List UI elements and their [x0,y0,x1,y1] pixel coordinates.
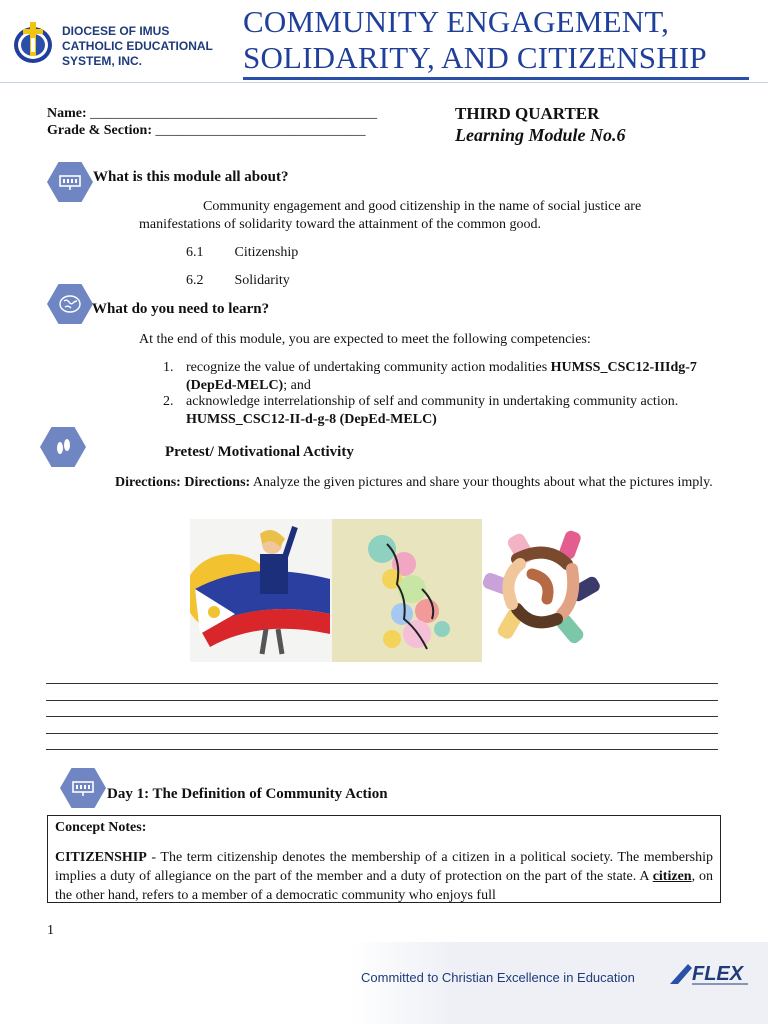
competency-code: HUMSS_CSC12-IIIdg-7 (DepEd-MELC) [186,360,697,393]
learn-intro: At the end of this module, you are expected to meet the following competencies: [139,332,591,347]
grade-blank[interactable]: ______________________________ [155,123,366,138]
name-blank[interactable]: _________________________________________ [90,106,378,121]
diocese-logo [12,20,54,66]
quarter-label: THIRD QUARTER [455,104,600,123]
philippine-map-collage [332,519,482,662]
competency-number: 2. [163,394,174,409]
title-line-2: SOLIDARITY, AND CITIZENSHIP [243,40,707,75]
competency-text: recognize the value of undertaking community action modalities [186,360,548,375]
footer-motto: Committed to Christian Excellence in Education [361,970,635,985]
flex-logo [668,958,752,988]
competency-text: acknowledge interrelationship of self and community in undertaking community action. [186,394,679,409]
document-title [243,4,707,76]
org-line-1: DIOCESE OF IMUS [62,24,170,38]
concept-notes-box [47,815,721,903]
title-line-1: COMMUNITY ENGAGEMENT, [243,4,670,39]
term-citizen: citizen [652,869,692,884]
directions-label: Directions: [184,475,251,490]
answer-line[interactable] [46,749,718,750]
outline-label: Citizenship [234,245,299,260]
organization-name [62,24,213,69]
name-label: Name: [47,106,87,121]
outline-number: 6.1 [186,245,204,260]
section-heading-learn: What do you need to learn? [92,301,270,317]
concept-notes-title: Concept Notes: [55,820,147,835]
header-rule [243,77,749,80]
section-heading-pretest: Pretest/ Motivational Activity [165,444,354,460]
competency-item [186,359,711,395]
module-number: Learning Module No.6 [455,125,626,145]
competency-code: HUMSS_CSC12-II-d-g-8 (DepEd-MELC) [186,412,437,427]
org-line-3: SYSTEM, INC. [62,54,143,68]
competency-number: 1. [163,360,174,375]
globe-icon [47,284,93,324]
org-line-2: CATHOLIC EDUCATIONAL [62,39,213,53]
answer-line[interactable] [46,733,718,734]
header-divider [0,82,768,83]
footprints-icon [40,427,86,467]
about-text: Community engagement and good citizenship in the name of social justice are manifestations of solidarity toward the attainment of the common good. [139,199,642,232]
answer-line[interactable] [46,683,718,684]
concept-notes-text [55,848,713,903]
outline-item [186,244,298,262]
presentation-icon [47,162,93,202]
name-field[interactable] [47,106,377,122]
grade-label: Grade & Section: [47,123,152,138]
section-heading-about: What is this module all about? [93,169,289,185]
outline-number: 6.2 [186,273,204,288]
outline-item [186,272,290,290]
definition-text: - The term citizenship denotes the membership of a citizen in a political society. The membership implies a duty of allegiance on the part of the member and a duty of protection on the part of the state. A [55,850,713,884]
presentation-icon [60,768,106,808]
competency-tail: ; and [283,378,311,393]
hands-solidarity-illustration [482,519,622,662]
outline-label: Solidarity [234,273,290,288]
term-citizenship: CITIZENSHIP [55,850,147,865]
answer-line[interactable] [46,716,718,717]
directions-label: Directions: [115,475,181,490]
directions-text [47,474,720,492]
definition-text-cont: , on the other hand, refers to a member of a democratic community who enjoys full [55,869,714,903]
flag-illustration [190,519,332,662]
competency-item [186,393,701,429]
directions-body: Analyze the given pictures and share your thoughts about what the pictures imply. [252,475,713,490]
grade-section-field[interactable] [47,123,365,139]
section-heading-day1: Day 1: The Definition of Community Action [107,786,388,802]
answer-line[interactable] [46,700,718,701]
flex-logo-text: FLEX [692,963,744,985]
page-number: 1 [47,923,54,938]
